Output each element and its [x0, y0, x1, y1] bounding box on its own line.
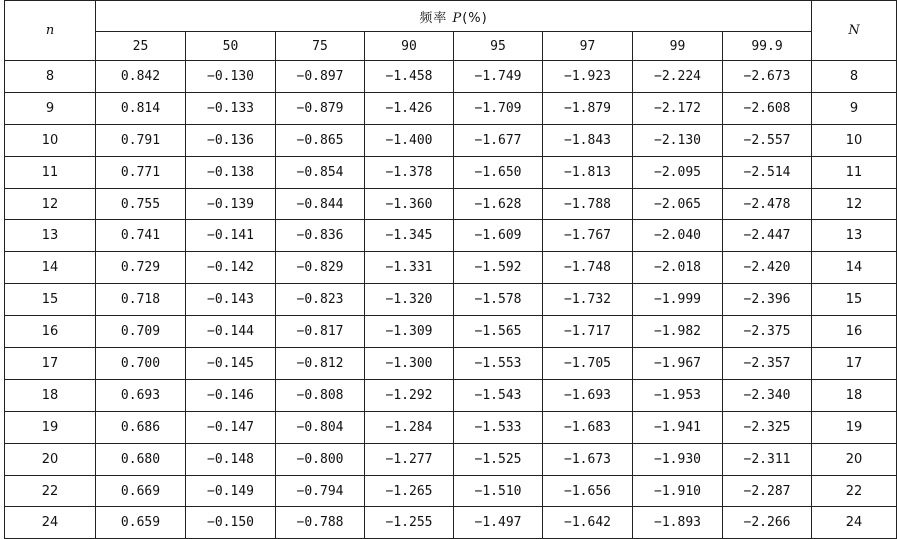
table-cell: −1.400	[365, 124, 454, 156]
table-cell: −0.146	[186, 379, 276, 411]
table-cell: −1.732	[543, 284, 633, 316]
table-cell: −0.844	[276, 188, 365, 220]
table-cell: −1.284	[365, 411, 454, 443]
table-cell: −1.265	[365, 475, 454, 507]
row-label-n: 11	[5, 156, 96, 188]
table-cell: 0.755	[96, 188, 186, 220]
table-cell: −2.396	[723, 284, 812, 316]
frequency-table	[4, 0, 897, 539]
table-cell: −2.608	[723, 92, 812, 124]
row-label-n: 20	[5, 443, 96, 475]
table-cell: −2.172	[633, 92, 723, 124]
table-cell: −0.817	[276, 316, 365, 348]
table-cell: −2.224	[633, 61, 723, 93]
table-cell: −1.320	[365, 284, 454, 316]
table-cell: −1.426	[365, 92, 454, 124]
table-cell: −0.133	[186, 92, 276, 124]
group-title-var: P	[452, 10, 463, 26]
table-row	[5, 475, 897, 507]
row-label-N: 8	[812, 61, 897, 93]
row-label-N: 12	[812, 188, 897, 220]
table-cell: 0.700	[96, 348, 186, 380]
row-label-n: 22	[5, 475, 96, 507]
table-cell: −2.018	[633, 252, 723, 284]
column-header-p-3: 90	[365, 32, 454, 61]
table-cell: −1.893	[633, 507, 723, 539]
table-cell: −2.095	[633, 156, 723, 188]
table-row	[5, 220, 897, 252]
row-header-n: n	[5, 1, 96, 61]
table-cell: −0.130	[186, 61, 276, 93]
row-label-N: 13	[812, 220, 897, 252]
table-cell: −0.897	[276, 61, 365, 93]
table-cell: −0.142	[186, 252, 276, 284]
table-cell: −0.139	[186, 188, 276, 220]
table-cell: 0.791	[96, 124, 186, 156]
row-label-N: 11	[812, 156, 897, 188]
table-row	[5, 124, 897, 156]
table-cell: −1.331	[365, 252, 454, 284]
table-row	[5, 156, 897, 188]
table-cell: −0.836	[276, 220, 365, 252]
column-header-p-6: 99	[633, 32, 723, 61]
table-body	[5, 61, 897, 539]
table-cell: −2.357	[723, 348, 812, 380]
group-title-text: 频率	[419, 10, 448, 26]
table-cell: −1.967	[633, 348, 723, 380]
table-cell: −1.345	[365, 220, 454, 252]
table-cell: −0.150	[186, 507, 276, 539]
table-row	[5, 61, 897, 93]
table-cell: −0.794	[276, 475, 365, 507]
table-row	[5, 443, 897, 475]
row-label-N: 17	[812, 348, 897, 380]
row-label-n: 19	[5, 411, 96, 443]
table-cell: −0.143	[186, 284, 276, 316]
table-cell: −0.149	[186, 475, 276, 507]
table-cell: −1.813	[543, 156, 633, 188]
table-row	[5, 379, 897, 411]
table-cell: −1.525	[454, 443, 543, 475]
column-header-p-5: 97	[543, 32, 633, 61]
table-cell: −1.999	[633, 284, 723, 316]
row-label-n: 16	[5, 316, 96, 348]
table-cell: −2.375	[723, 316, 812, 348]
table-cell: −1.609	[454, 220, 543, 252]
table-row	[5, 507, 897, 539]
table-cell: −1.553	[454, 348, 543, 380]
table-cell: −2.340	[723, 379, 812, 411]
table-cell: −1.748	[543, 252, 633, 284]
table-cell: 0.709	[96, 316, 186, 348]
table-row	[5, 252, 897, 284]
row-label-n: 10	[5, 124, 96, 156]
table-cell: 0.669	[96, 475, 186, 507]
row-label-N: 16	[812, 316, 897, 348]
table-cell: −2.478	[723, 188, 812, 220]
table-cell: −0.879	[276, 92, 365, 124]
table-cell: 0.729	[96, 252, 186, 284]
table-cell: −1.360	[365, 188, 454, 220]
table-row	[5, 92, 897, 124]
row-label-N: 14	[812, 252, 897, 284]
table-cell: −2.065	[633, 188, 723, 220]
table-cell: −2.287	[723, 475, 812, 507]
row-label-N: 24	[812, 507, 897, 539]
table-cell: −1.578	[454, 284, 543, 316]
row-label-N: 19	[812, 411, 897, 443]
table-cell: −1.677	[454, 124, 543, 156]
table-cell: −2.514	[723, 156, 812, 188]
table-cell: −2.130	[633, 124, 723, 156]
table-cell: −1.705	[543, 348, 633, 380]
table-row	[5, 188, 897, 220]
table-cell: −1.879	[543, 92, 633, 124]
row-label-n: 24	[5, 507, 96, 539]
group-title-unit: (%)	[462, 10, 488, 26]
table-cell: −0.823	[276, 284, 365, 316]
frequency-group-title	[96, 1, 812, 32]
table-cell: −1.693	[543, 379, 633, 411]
table-cell: −2.311	[723, 443, 812, 475]
table-cell: 0.680	[96, 443, 186, 475]
table-cell: −2.557	[723, 124, 812, 156]
table-cell: −1.673	[543, 443, 633, 475]
table-cell: −2.266	[723, 507, 812, 539]
table-cell: 0.842	[96, 61, 186, 93]
table-header	[5, 1, 897, 61]
table-cell: −1.767	[543, 220, 633, 252]
table-cell: −0.145	[186, 348, 276, 380]
table-cell: −1.709	[454, 92, 543, 124]
table-cell: −1.458	[365, 61, 454, 93]
table-cell: −0.808	[276, 379, 365, 411]
table-cell: −0.800	[276, 443, 365, 475]
table-cell: −0.812	[276, 348, 365, 380]
right-header-N: N	[812, 1, 897, 61]
table-cell: 0.693	[96, 379, 186, 411]
table-cell: −2.673	[723, 61, 812, 93]
row-label-N: 22	[812, 475, 897, 507]
table-cell: −1.628	[454, 188, 543, 220]
row-label-N: 15	[812, 284, 897, 316]
table-cell: −1.788	[543, 188, 633, 220]
table-cell: 0.771	[96, 156, 186, 188]
row-label-N: 9	[812, 92, 897, 124]
row-label-n: 14	[5, 252, 96, 284]
table-row	[5, 411, 897, 443]
table-cell: 0.686	[96, 411, 186, 443]
table-cell: −1.910	[633, 475, 723, 507]
table-cell: −1.510	[454, 475, 543, 507]
table-cell: −0.144	[186, 316, 276, 348]
row-label-n: 13	[5, 220, 96, 252]
row-label-n: 8	[5, 61, 96, 93]
table-cell: −0.804	[276, 411, 365, 443]
table-cell: −1.843	[543, 124, 633, 156]
table-cell: −1.309	[365, 316, 454, 348]
row-label-n: 9	[5, 92, 96, 124]
table-row	[5, 348, 897, 380]
table-cell: −1.300	[365, 348, 454, 380]
table-cell: −2.325	[723, 411, 812, 443]
table-cell: −1.497	[454, 507, 543, 539]
table-cell: −1.683	[543, 411, 633, 443]
table-cell: −0.148	[186, 443, 276, 475]
row-label-n: 15	[5, 284, 96, 316]
row-label-n: 18	[5, 379, 96, 411]
row-label-n: 12	[5, 188, 96, 220]
table-cell: −0.141	[186, 220, 276, 252]
column-header-p-0: 25	[96, 32, 186, 61]
column-header-p-1: 50	[186, 32, 276, 61]
table-cell: 0.741	[96, 220, 186, 252]
row-label-N: 20	[812, 443, 897, 475]
table-cell: −0.854	[276, 156, 365, 188]
table-cell: −1.656	[543, 475, 633, 507]
table-cell: −0.136	[186, 124, 276, 156]
table-cell: −1.378	[365, 156, 454, 188]
column-header-p-7: 99.9	[723, 32, 812, 61]
table-row	[5, 316, 897, 348]
table-cell: 0.814	[96, 92, 186, 124]
column-header-row	[5, 32, 897, 61]
table-cell: −1.717	[543, 316, 633, 348]
table-cell: 0.659	[96, 507, 186, 539]
table-cell: −1.749	[454, 61, 543, 93]
table-cell: −0.138	[186, 156, 276, 188]
table-cell: −0.147	[186, 411, 276, 443]
row-label-n: 17	[5, 348, 96, 380]
table-cell: −2.420	[723, 252, 812, 284]
table-cell: −0.829	[276, 252, 365, 284]
table-cell: −2.040	[633, 220, 723, 252]
table-cell: −0.865	[276, 124, 365, 156]
table-cell: −2.447	[723, 220, 812, 252]
row-label-N: 10	[812, 124, 897, 156]
table-cell: −0.788	[276, 507, 365, 539]
table-cell: −1.255	[365, 507, 454, 539]
table-cell: −1.592	[454, 252, 543, 284]
table-cell: 0.718	[96, 284, 186, 316]
table-cell: −1.923	[543, 61, 633, 93]
table-cell: −1.941	[633, 411, 723, 443]
table-cell: −1.292	[365, 379, 454, 411]
table-cell: −1.565	[454, 316, 543, 348]
table-cell: −1.650	[454, 156, 543, 188]
table-cell: −1.543	[454, 379, 543, 411]
table-cell: −1.930	[633, 443, 723, 475]
table-cell: −1.642	[543, 507, 633, 539]
table-cell: −1.953	[633, 379, 723, 411]
column-header-p-4: 95	[454, 32, 543, 61]
table-cell: −1.277	[365, 443, 454, 475]
column-header-p-2: 75	[276, 32, 365, 61]
table-cell: −1.982	[633, 316, 723, 348]
row-label-N: 18	[812, 379, 897, 411]
table-row	[5, 284, 897, 316]
table-cell: −1.533	[454, 411, 543, 443]
